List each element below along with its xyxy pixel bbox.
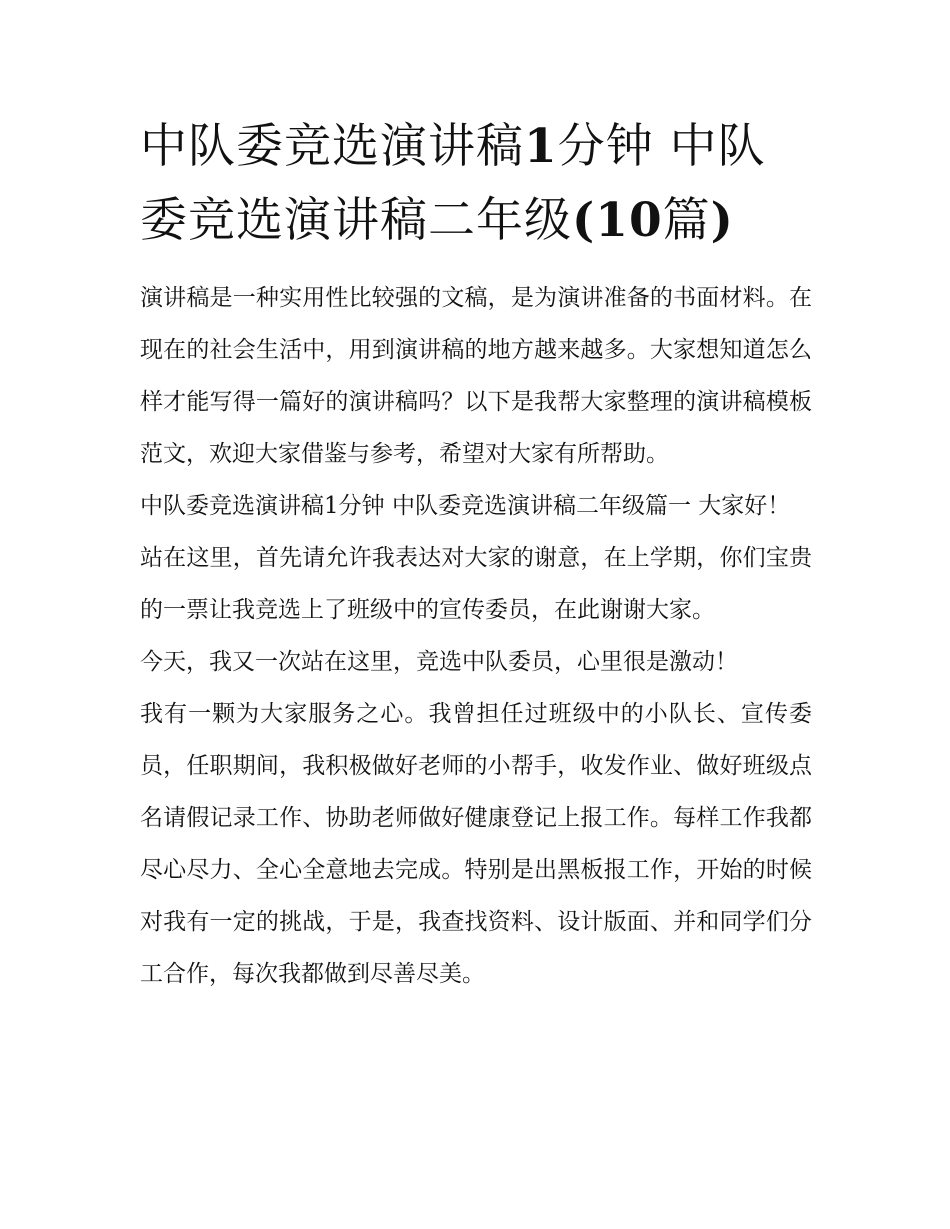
paragraph-thanks: 站在这里，首先请允许我表达对大家的谢意，在上学期，你们宝贵的一票让我竞选上了班级中的宣传委员，在此谢谢大家。 bbox=[140, 545, 812, 623]
title-part-4: (10 bbox=[572, 193, 663, 248]
document-title bbox=[140, 110, 812, 258]
title-part-5: 篇 bbox=[662, 193, 711, 248]
paragraph-today: 今天，我又一次站在这里，竞选中队委员，心里很是激动！ bbox=[140, 649, 738, 675]
title-part-1: 中队委竞选演讲稿 bbox=[140, 119, 524, 174]
title-part-6: ) bbox=[710, 193, 734, 248]
paragraph-heading-greeting: 中队委竞选演讲稿1分钟 中队委竞选演讲稿二年级篇一 大家好！ bbox=[140, 493, 791, 519]
paragraph-intro: 演讲稿是一种实用性比较强的文稿，是为演讲准备的书面材料。在现在的社会生活中，用到演讲稿的地方越来越多。大家想知道怎么样才能写得一篇好的演讲稿吗？以下是我帮大家整理的演讲稿模板范文，欢迎大家借鉴与参考，希望对大家有所帮助。 bbox=[140, 285, 812, 467]
document-body bbox=[140, 110, 812, 1000]
title-part-3: 分钟 中队委竞选演讲稿二年级 bbox=[140, 119, 766, 248]
title-part-2: 1 bbox=[524, 119, 558, 174]
paragraph-service: 我有一颗为大家服务之心。我曾担任过班级中的小队长、宣传委员，任职期间，我积极做好老师的小帮手，收发作业、做好班级点名请假记录工作、协助老师做好健康登记上报工作。每样工作我都尽心尽力、全心全意地去完成。特别是出黑板报工作，开始的时候对我有一定的挑战，于是，我查找资料、设计版面、并和同学们分工合作，每次我都做到尽善尽美。 bbox=[140, 701, 812, 987]
